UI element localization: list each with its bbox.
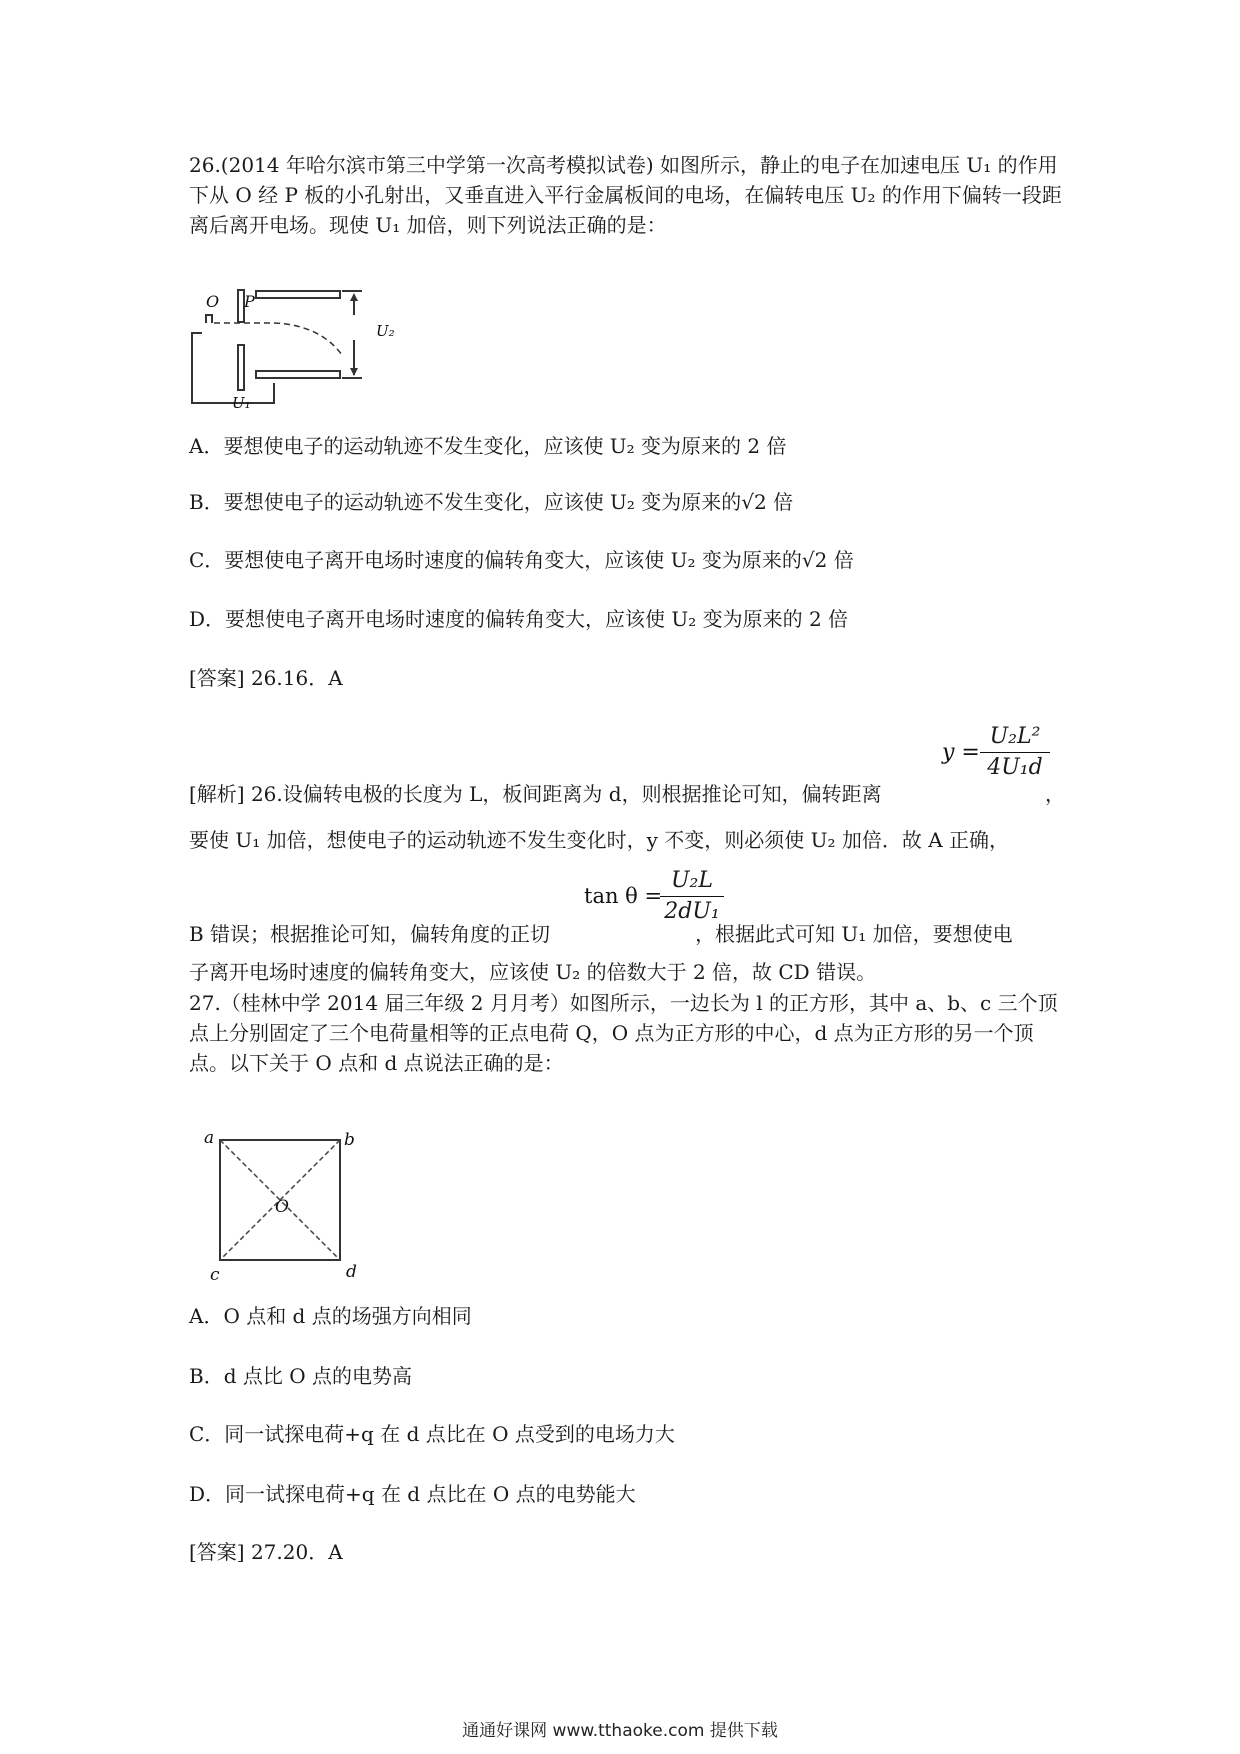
sqrt2-symbol: √2 — [741, 490, 767, 514]
formula-y-fraction: U₂L² 4U₁d — [980, 722, 1050, 783]
q26-label-o: O — [206, 292, 220, 311]
q27-label-b: b — [344, 1130, 355, 1150]
q27-answer: [答案] 27.20．A — [189, 1540, 343, 1564]
formula-tan-fraction: U₂L 2dU₁ — [660, 866, 724, 927]
analysis-line-1: [解析] 26.设偏转电极的长度为 L，板间距离为 d，则根据推论可知，偏转距离 — [189, 782, 882, 806]
q27-label-d: d — [346, 1262, 357, 1282]
q26-stem: 26.(2014 年哈尔滨市第三中学第一次高考模拟试卷) 如图所示，静止的电子在加速电压 U₁ 的作用下从 O 经 P 板的小孔射出，又垂直进入平行金属板间的电场，在偏转电压 U₂ 的作用下偏转一段距离后离开电场。现使 U₁ 加倍，则下列说法正确的是： — [189, 153, 1062, 237]
q27-option-c: C．同一试探电荷+q 在 d 点比在 O 点受到的电场力大 — [189, 1422, 675, 1446]
q27-label-c: c — [210, 1265, 220, 1285]
q27-option-d: D．同一试探电荷+q 在 d 点比在 O 点的电势能大 — [189, 1482, 636, 1506]
analysis-line-3: B 错误；根据推论可知，偏转角度的正切 ，根据此式可知 U₁ 加倍，要想使电 — [189, 922, 1013, 946]
page-footer: 通通好课网 www.tthaoke.com 提供下载 — [462, 1721, 778, 1741]
q26-label-u2: U₂ — [376, 322, 395, 340]
formula-y: y = — [942, 740, 980, 765]
q26-figure — [190, 285, 420, 415]
q26-option-c: C．要想使电子离开电场时速度的偏转角变大，应该使 U₂ 变为原来的√2 倍 — [189, 548, 854, 572]
q26-answer: [答案] 26.16．A — [189, 666, 343, 690]
formula-tan: tan θ = — [584, 884, 663, 908]
q27-option-b: B．d 点比 O 点的电势高 — [189, 1364, 412, 1388]
analysis-line-2: 要使 U₁ 加倍，想使电子的运动轨迹不发生变化时，y 不变，则必须使 U₂ 加倍．故 A 正确， — [189, 828, 1009, 852]
q26-option-a: A．要想使电子的运动轨迹不发生变化，应该使 U₂ 变为原来的 2 倍 — [189, 434, 787, 458]
q27-label-o: O — [275, 1197, 289, 1217]
q27-stem: 27.（桂林中学 2014 届三年级 2 月月考）如图所示，一边长为 l 的正方形，其中 a、b、c 三个顶点上分别固定了三个电荷量相等的正点电荷 Q，O 点为正方形的中心，d 点为正方形的另一个顶点。以下关于 O 点和 d 点说法正确的是： — [189, 991, 1058, 1075]
q26-option-d: D．要想使电子离开电场时速度的偏转角变大，应该使 U₂ 变为原来的 2 倍 — [189, 607, 849, 631]
q27-label-a: a — [204, 1128, 215, 1148]
q26-label-u1: U₁ — [232, 394, 251, 412]
q27-option-a: A．O 点和 d 点的场强方向相同 — [189, 1304, 472, 1328]
sqrt2-symbol: √2 — [801, 548, 828, 572]
analysis-line-4: 子离开电场时速度的偏转角变大，应该使 U₂ 的倍数大于 2 倍，故 CD 错误。 — [189, 960, 877, 984]
q26-label-p: P — [244, 292, 255, 311]
q26-option-b: B．要想使电子的运动轨迹不发生变化，应该使 U₂ 变为原来的√2 倍 — [189, 490, 794, 514]
